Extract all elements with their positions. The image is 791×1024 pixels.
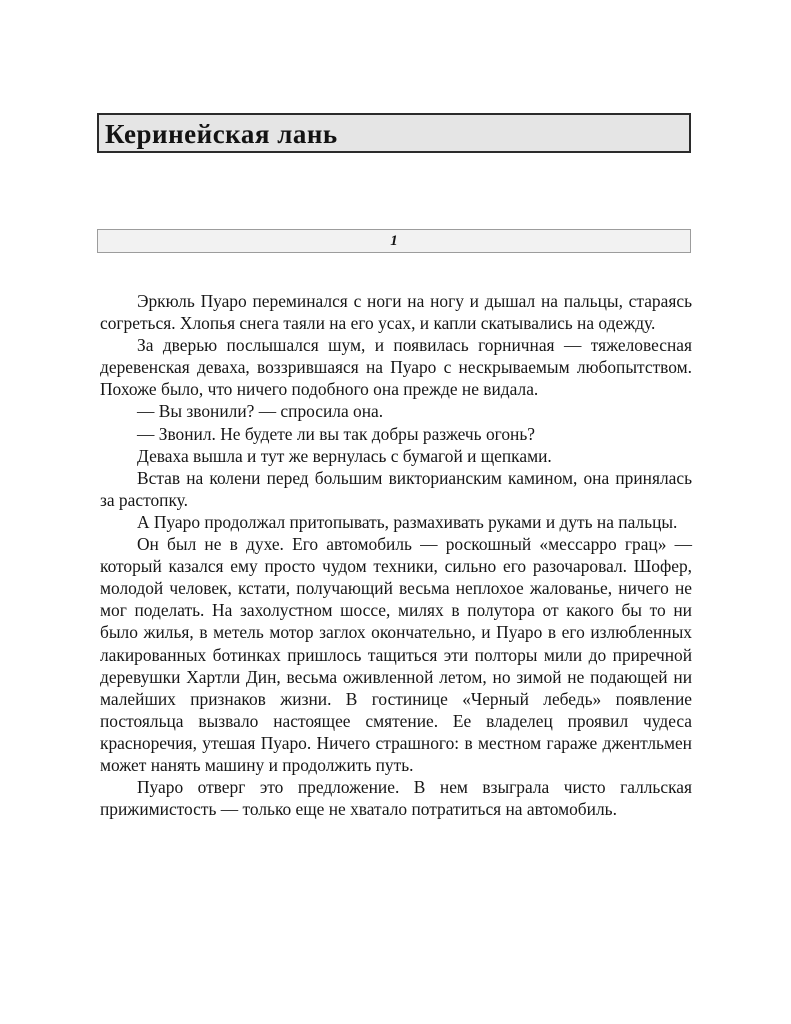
paragraph: Встав на колени перед большим викторианским камином, она принялась за растопку. xyxy=(100,467,692,510)
chapter-heading xyxy=(97,229,691,253)
story-body xyxy=(100,290,692,820)
paragraph: — Звонил. Не будете ли вы так добры разжечь огонь? xyxy=(137,423,536,444)
paragraph: Деваха вышла и тут же вернулась с бумагой и щепками. xyxy=(137,445,552,466)
story-title: Керинейская лань xyxy=(105,119,338,149)
paragraph: А Пуаро продолжал притопывать, размахивать руками и дуть на пальцы. xyxy=(137,511,678,532)
paragraph: За дверью послышался шум, и появилась горничная — тяжеловесная деревенская деваха, воззрившаяся на Пуаро с нескрываемым любопытством. Похоже было, что ничего подобного она прежде не видала. xyxy=(100,335,692,400)
paragraph: — Вы звонили? — спросила она. xyxy=(137,401,384,422)
paragraph: Он был не в духе. Его автомобиль — роскошный «мессарро грац» — который казался ему просто чудом техники, сильно его разочаровал. Шофер, молодой человек, кстати, получающий весьма неплохое жалованье, ничего не мог поделать. На захолустном шоссе, милях в полутора от какого бы то ни было жилья, в метель мотор заглох окончательно, и Пуаро в его излюбленных лакированных ботинках пришлось тащиться эти полторы мили до приречной деревушки Хартли Дин, весьма оживленной летом, но зимой не подающей ни малейших признаков жизни. В гостинице «Черный лебедь» появление постояльца вызвало настоящее смятение. Ее владелец проявил чудеса красноречия, утешая Пуаро. Ничего страшного: в местном гараже джентльмен может нанять машину и продолжить путь. xyxy=(100,534,692,775)
chapter-number: 1 xyxy=(390,233,398,249)
story-title-banner xyxy=(97,113,691,153)
paragraph: Эркюль Пуаро переминался с ноги на ногу и дышал на пальцы, стараясь согреться. Хлопья снега таяли на его усах, и капли скатывались на одежду. xyxy=(100,291,692,334)
paragraph: Пуаро отверг это предложение. В нем взыграла чисто галльская прижимистость — только еще не хватало потратиться на автомобиль. xyxy=(100,777,692,820)
